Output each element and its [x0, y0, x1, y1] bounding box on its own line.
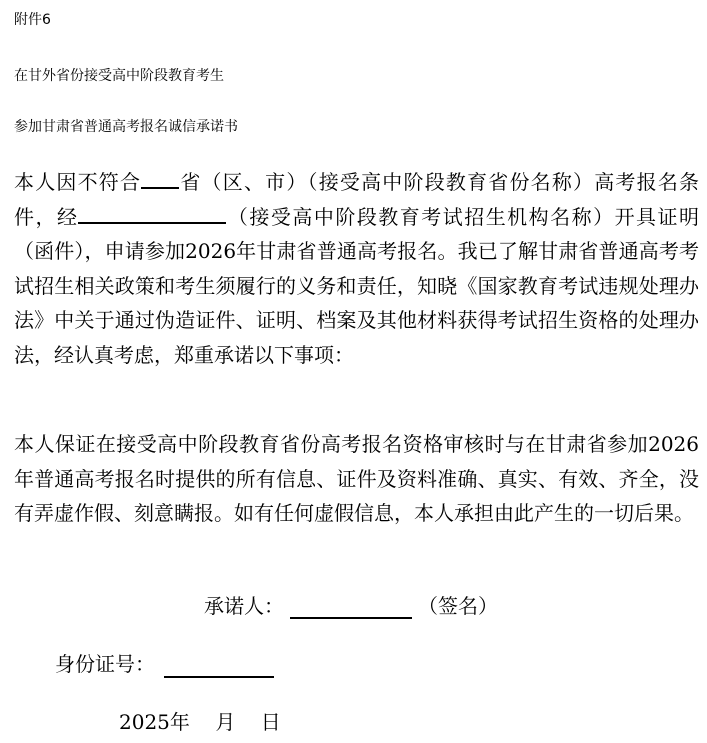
p1-text-c: （接受高中阶段教育考试招生机构名称）开具证明（函件），申请参加2026年甘肃省普通高考报名。我已了解甘肃省普通高考考试招生相关政策和考生须履行的义务和责任，知晓《国家教育考试违规处理办法》中关于通过伪造证件、证明、档案及其他材料获得考试招生资格的处理办法，经认真考虑，郑重承诺以下事项：: [14, 204, 700, 367]
p1-text-b: 省（区、市）（接受高中阶段教育省份名称）高考报名条件，经: [14, 170, 700, 229]
document-subtitle: 在甘外省份接受高中阶段教育考生: [14, 68, 224, 84]
province-blank[interactable]: [141, 169, 179, 189]
sign-hint: （签名）: [418, 594, 498, 618]
date-line: 2025年 月 日: [119, 710, 281, 734]
attachment-label: 附件6: [14, 12, 51, 28]
p1-text-a: 本人因不符合: [14, 170, 142, 194]
commitment-paragraph-1: [14, 165, 699, 372]
id-number-label: 身份证号：: [55, 652, 155, 676]
id-number-line[interactable]: [164, 676, 274, 678]
commitment-paragraph-2: 本人保证在接受高中阶段教育省份高考报名资格审核时与在甘肃省参加2026年普通高考报名时提供的所有信息、证件及资料准确、真实、有效、齐全，没有弄虚作假、刻意瞒报。如有任何虚假信息，本人承担由此产生的一切后果。: [14, 432, 699, 525]
promisor-signature-line[interactable]: [290, 617, 412, 619]
institution-blank[interactable]: [78, 204, 226, 224]
document-title: 参加甘肃省普通高考报名诚信承诺书: [14, 119, 238, 135]
promisor-label: 承诺人：: [204, 594, 284, 618]
